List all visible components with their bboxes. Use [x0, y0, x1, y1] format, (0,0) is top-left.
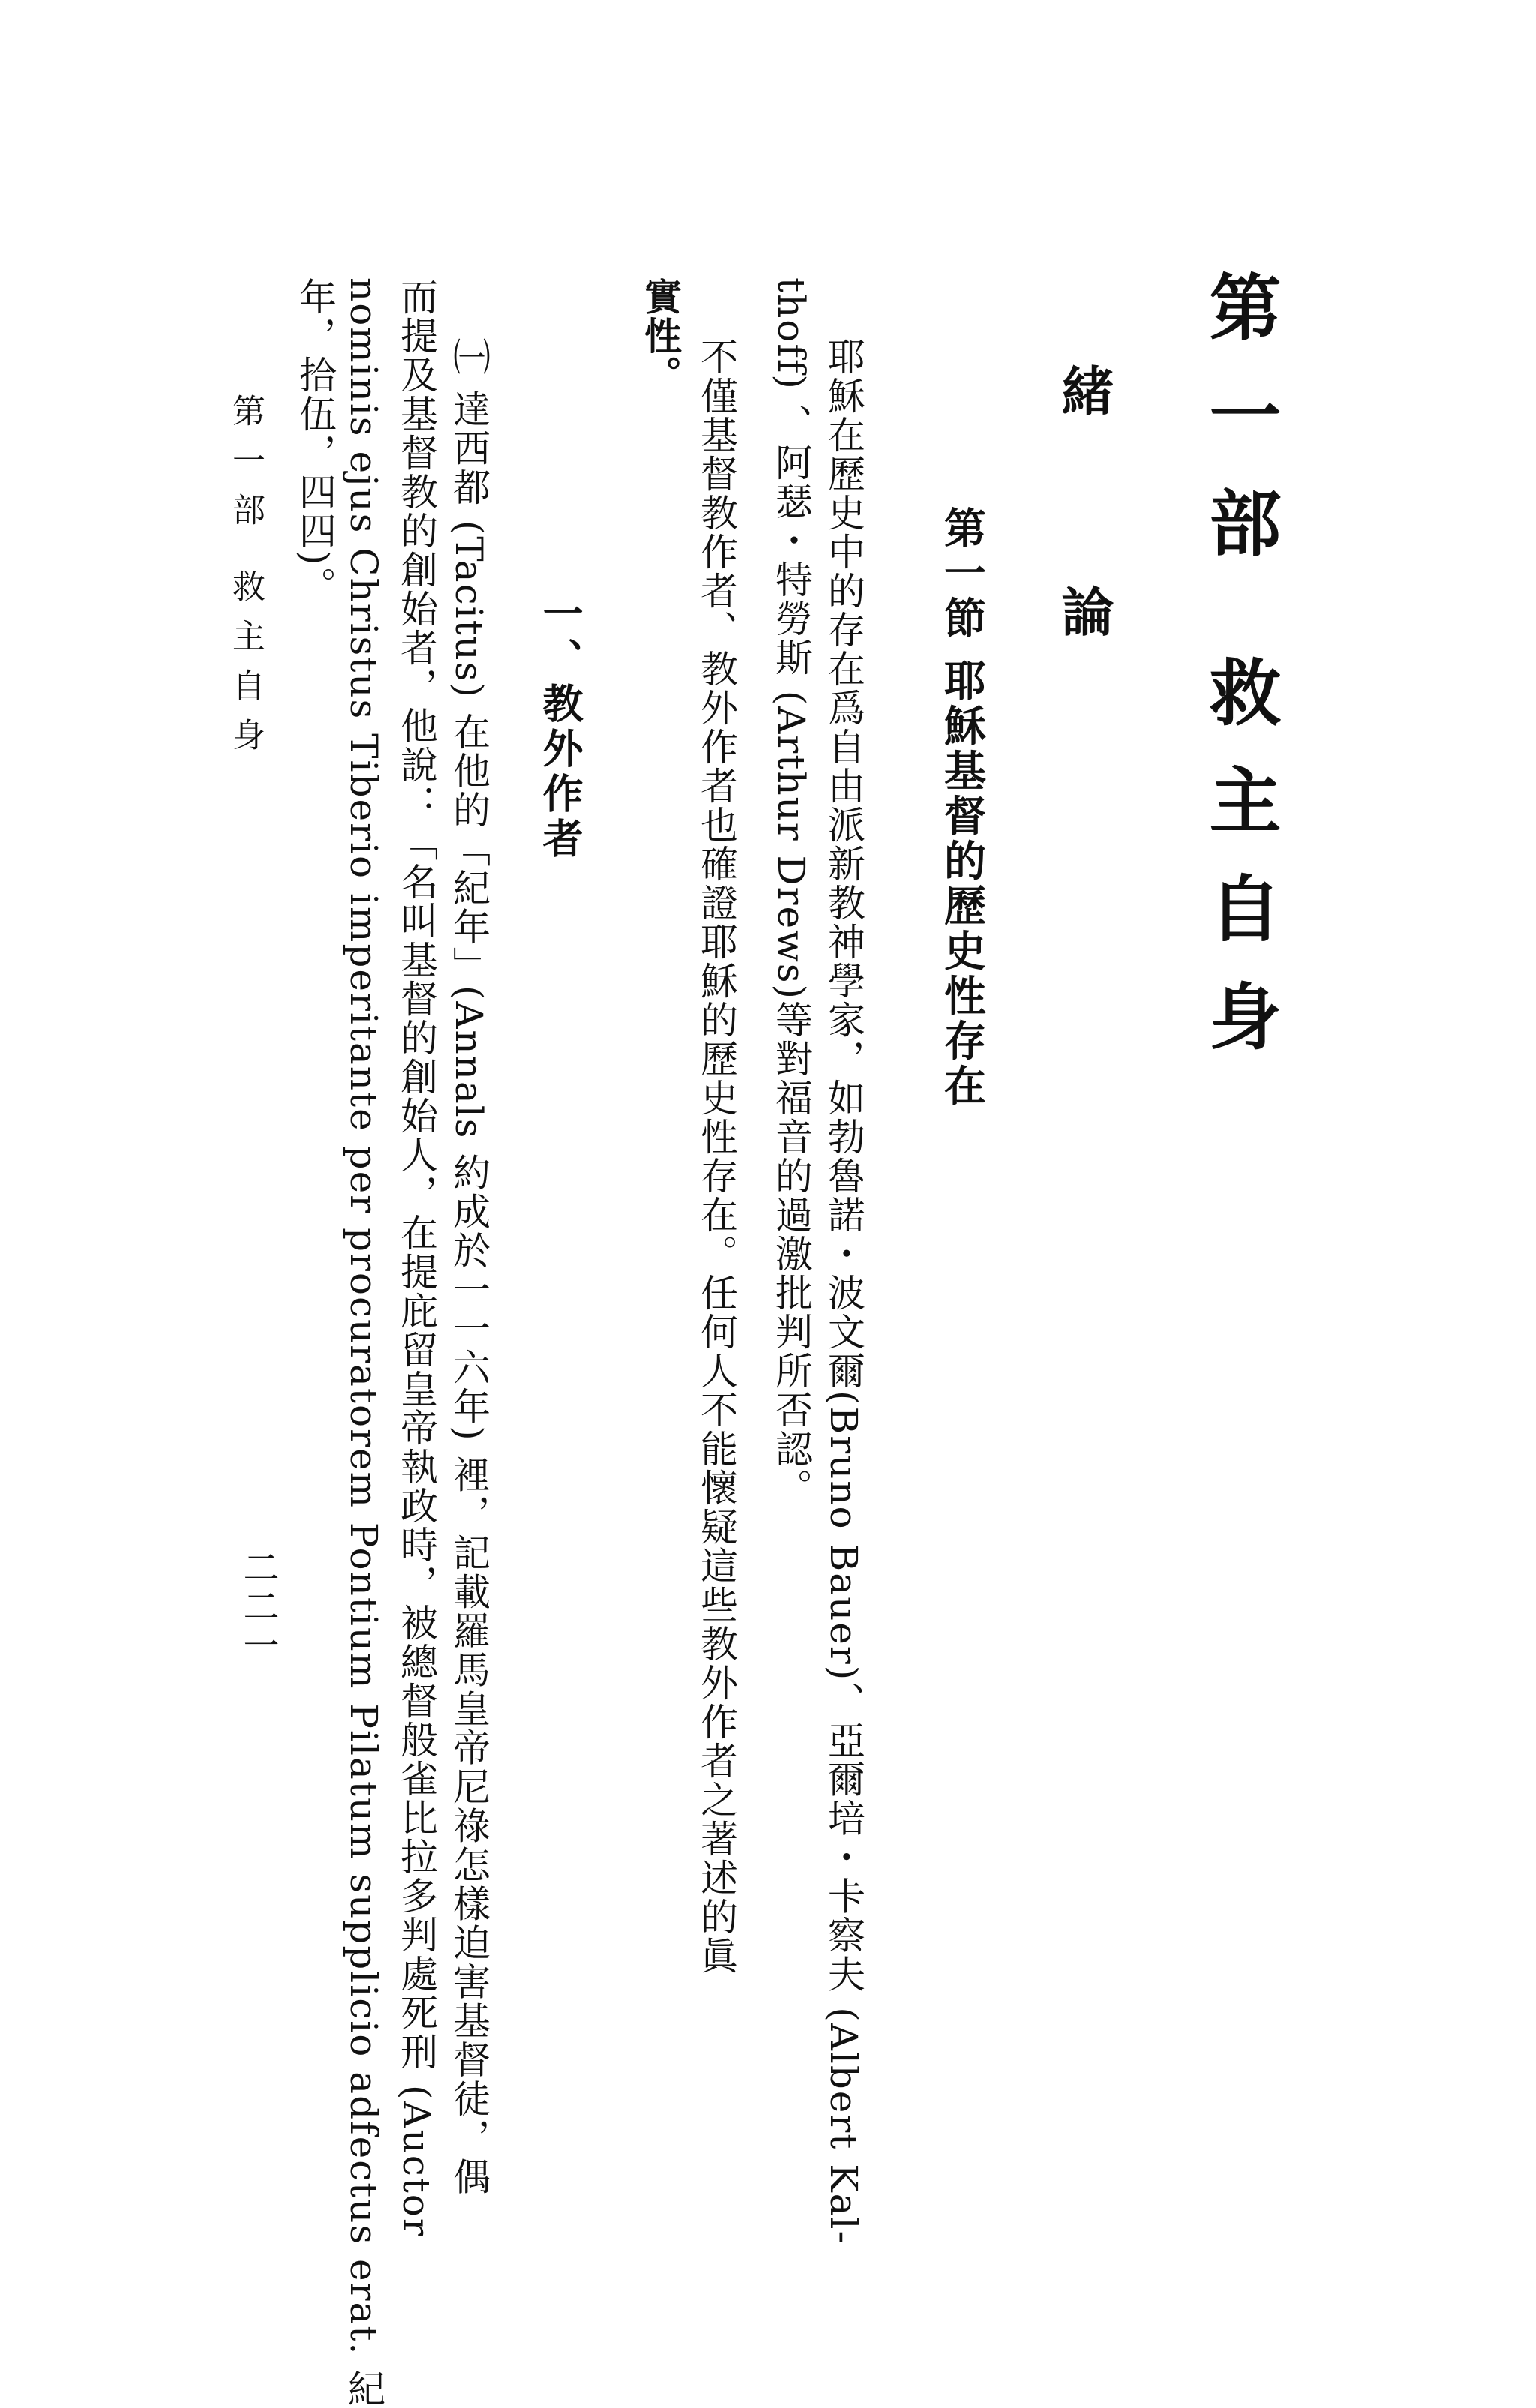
paragraph-1-line-2: thoff) 、阿瑟・特勞斯 (Arthur Drews)等對福音的過激批判所否認。 [770, 277, 813, 1508]
paragraph-2-line-2: 實性。 [638, 277, 682, 394]
note-line-2: 而提及基督教的創始者，他說：「名叫基督的創始人，在提庇留皇帝執政時，被總督般雀比拉多判處死刑 (Auctor [394, 277, 438, 2238]
section-heading: 第一節 耶穌基督的歷史性存在 [938, 506, 987, 1109]
part-title: 第一部 救主自身 [1198, 270, 1282, 1087]
page-number: 二二一 [237, 1549, 279, 1666]
subheading-external-authors: 一、教外作者 [536, 592, 584, 862]
note-line-1: ㈠ 達西都 (Tacitus) 在他的「紀年」(Annals 約成於一一六年) 裡，記載羅馬皇帝尼祿怎樣迫害基督徒，偶 [447, 337, 490, 2197]
note-line-3: nominis ejus Christus Tiberio imperitante per procuratorem Pontium Pilatum supplicio adfectus erat. 紀 [342, 277, 386, 2408]
note-line-4: 年，拾伍，四四)。 [293, 277, 337, 606]
paragraph-1-line-1: 耶穌在歷史中的存在爲自由派新教神學家，如勃魯諾・波文爾(Bruno Bauer)、亞爾培・卡察夫 (Albert Kal- [822, 337, 866, 2245]
paragraph-2-line-1: 不僅基督教作者、教外作者也確證耶穌的歷史性存在。任何人不能懷疑這些教外作者之著述的眞 [694, 337, 738, 1975]
introduction-heading: 緒 論 [1053, 364, 1115, 712]
running-head: 第一部 救主自身 [226, 394, 265, 767]
